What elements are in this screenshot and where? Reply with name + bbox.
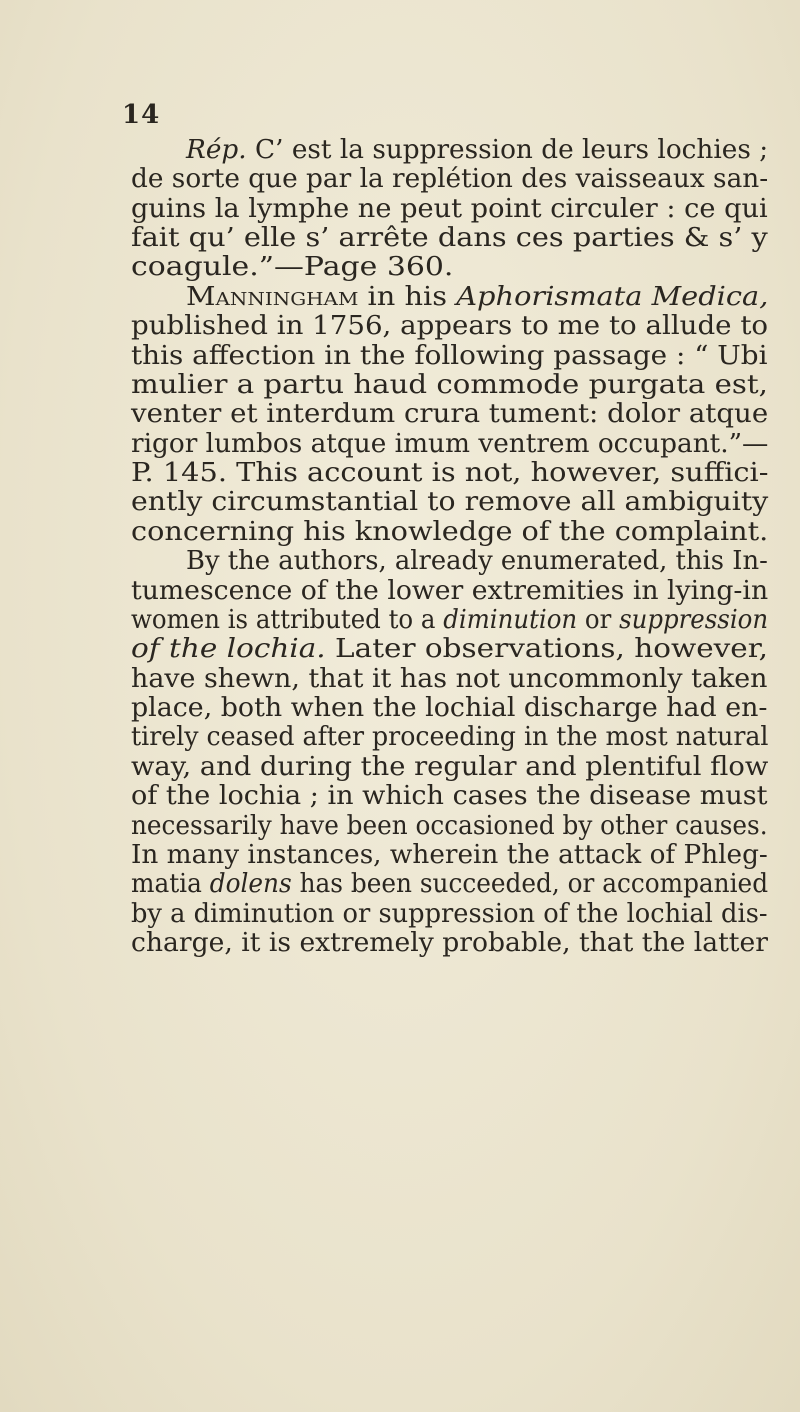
text-line — [131, 311, 768, 341]
text-line — [131, 928, 768, 958]
text-span: necessarily have been occasioned by other causes. — [131, 810, 768, 841]
text-line — [131, 869, 768, 899]
text-span: Rép. — [186, 135, 247, 165]
author-name: Manningham — [186, 281, 359, 312]
page-number: 14 — [122, 100, 161, 130]
text-span: mulier a partu haud commode purgata est, — [131, 369, 768, 400]
text-line — [131, 164, 768, 194]
text-span: In many instances, wherein the attack of Phleg- — [131, 839, 768, 870]
text-line — [131, 517, 768, 547]
text-line — [131, 576, 768, 606]
text-span: fait qu’ elle s’ arrête dans ces parties & s’ y — [131, 223, 768, 254]
text-span: rigor lumbos atque imum ventrem occupant.”— — [131, 428, 769, 459]
text-span: tirely ceased after proceeding in the most natural — [131, 722, 769, 753]
text-line — [131, 722, 768, 752]
text-span: this affection in the following passage : “ Ubi — [131, 340, 768, 371]
text-line — [131, 899, 768, 929]
text-line — [131, 370, 768, 400]
text-line — [131, 664, 768, 694]
text-line — [131, 341, 767, 371]
text-span: tumescence of the lower extremities in lying-in — [131, 575, 769, 606]
text-line — [131, 634, 768, 664]
text-line — [131, 223, 768, 253]
text-line — [131, 194, 768, 224]
text-line — [131, 840, 768, 870]
book-title: Aphorismata Medica, — [456, 281, 769, 312]
text-span: diminution — [443, 604, 578, 635]
text-line — [186, 546, 768, 576]
text-line — [131, 752, 768, 782]
text-span: charge, it is extremely probable, that the latter — [131, 928, 768, 958]
text-span: published in 1756, appears to me to allude to — [131, 311, 769, 342]
text-line — [131, 399, 768, 429]
text-span: has been succeeded, or accompanied — [291, 869, 769, 900]
text-line — [131, 487, 768, 517]
text-line — [131, 605, 768, 635]
text-span: C’ est la suppression de leurs lochies ; — [246, 135, 769, 165]
text-line — [131, 693, 767, 723]
text-span: de sorte que par la replétion des vaisseaux san- — [131, 164, 769, 195]
text-span: place, both when the lochial discharge had en- — [131, 693, 768, 724]
text-span: of the lochia ; in which cases the disease must — [131, 781, 768, 812]
text-span: by a diminution or suppression of the lochial dis- — [131, 898, 768, 929]
text-line — [186, 282, 768, 312]
text-span: ently circumstantial to remove all ambiguity — [131, 487, 769, 518]
text-span: guins la lymphe ne peut point circuler : ce qui — [131, 193, 768, 224]
text-span: way, and during the regular and plentiful flow — [131, 751, 769, 782]
text-line — [131, 252, 453, 282]
text-span: dolens — [209, 869, 292, 900]
text-span: women is attributed to a — [131, 604, 444, 635]
text-span: or — [577, 604, 620, 635]
text-span: have shewn, that it has not uncommonly taken — [131, 663, 768, 694]
text-span: coagule.”—Page 360. — [131, 252, 454, 283]
text-line — [131, 811, 768, 841]
text-span: matia — [131, 869, 210, 900]
text-line — [131, 429, 768, 459]
text-span: suppression — [619, 604, 769, 635]
text-span: Later observations, however, — [325, 634, 768, 665]
text-line — [131, 781, 768, 811]
text-span: By the authors, already enumerated, this In- — [186, 546, 768, 577]
text-span: in his — [358, 281, 457, 312]
text-line — [186, 135, 768, 165]
text-line — [131, 458, 768, 488]
text-span: P. 145. This account is not, however, suffici- — [131, 458, 769, 489]
text-span: venter et interdum crura tument: dolor atque — [131, 399, 769, 430]
text-span: concerning his knowledge of the complaint. — [131, 516, 769, 547]
text-span: of the lochia. — [131, 634, 326, 665]
